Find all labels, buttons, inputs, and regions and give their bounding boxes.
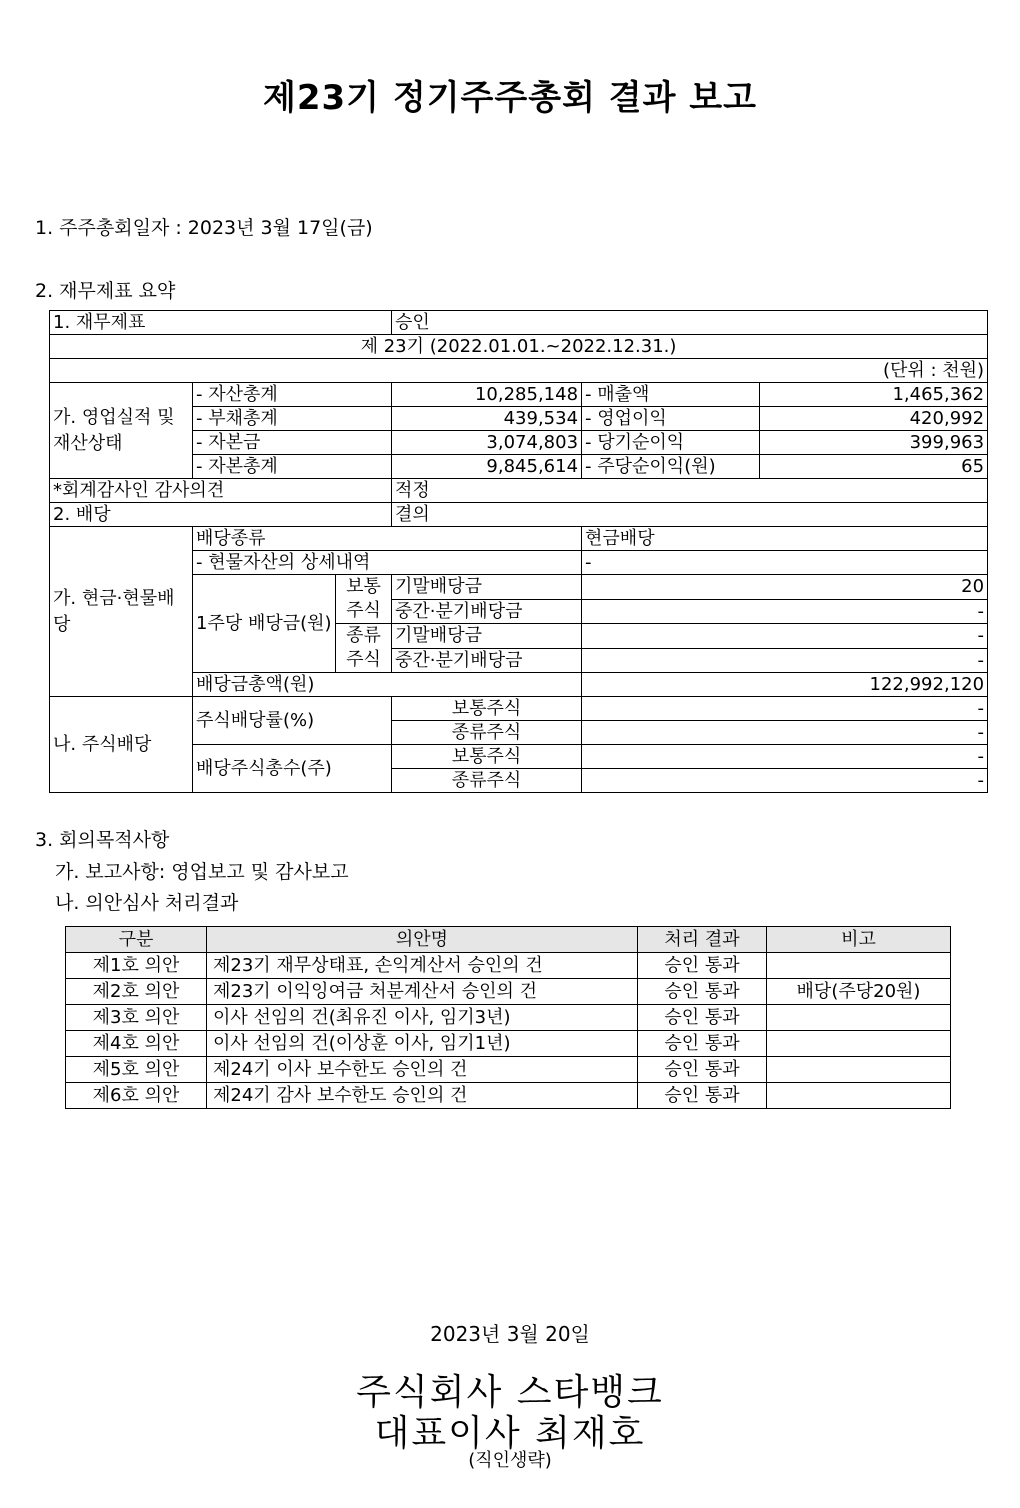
page-title: 제23기 정기주주총회 결과 보고	[263, 78, 757, 118]
pref-stock-label: 종류주식	[392, 721, 582, 745]
fin-row-value: 65	[760, 455, 988, 479]
inkind-label: - 현물자산의 상세내역	[193, 551, 582, 575]
agenda-title: 제23기 재무상태표, 손익계산서 승인의 건	[207, 953, 638, 979]
agenda-title: 제23기 이익잉여금 처분계산서 승인의 건	[207, 979, 638, 1005]
agenda-result: 승인 통과	[638, 1005, 767, 1031]
fin-row-label: - 매출액	[582, 383, 760, 407]
agenda-result: 승인 통과	[638, 1083, 767, 1109]
table-row	[66, 1057, 951, 1083]
agenda-header: 구분	[66, 927, 207, 953]
fin-row-value: 399,963	[760, 431, 988, 455]
fin-row-label: - 자본총계	[193, 455, 392, 479]
meeting-date: 1. 주주총회일자 : 2023년 3월 17일(금)	[35, 217, 373, 239]
agenda-title: 제24기 이사 보수한도 승인의 건	[207, 1057, 638, 1083]
cash-dividend-label: 가. 현금·현물배당	[50, 527, 193, 697]
financial-summary-table	[49, 310, 988, 793]
ceo-name: 대표이사 최재호	[374, 1413, 646, 1454]
pref-share-label: 종류주식	[336, 624, 392, 673]
total-dividend-value: 122,992,120	[582, 673, 988, 697]
stock-rate-common: -	[582, 697, 988, 721]
meeting-agenda-heading: 3. 회의목적사항	[35, 829, 170, 851]
per-share-label: 1주당 배당금(원)	[193, 575, 336, 673]
fin-row-label: - 자산총계	[193, 383, 392, 407]
yearend-label: 기말배당금	[392, 575, 582, 600]
dividend-label: 2. 배당	[50, 503, 392, 527]
agenda-title: 이사 선임의 건(이상훈 이사, 임기1년)	[207, 1031, 638, 1057]
agenda-header: 비고	[767, 927, 951, 953]
fin-statement-label: 1. 재무제표	[50, 311, 392, 335]
agenda-result: 승인 통과	[638, 953, 767, 979]
pref-stock-label: 종류주식	[392, 769, 582, 793]
report-date: 2023년 3월 20일	[430, 1322, 590, 1346]
agenda-result: 승인 통과	[638, 1031, 767, 1057]
agenda-no: 제3호 의안	[66, 1005, 207, 1031]
audit-value: 적정	[392, 479, 988, 503]
period: 제 23기 (2022.01.01.~2022.12.31.)	[50, 335, 988, 359]
audit-label: *회계감사인 감사의견	[50, 479, 392, 503]
agenda-header: 처리 결과	[638, 927, 767, 953]
common-interim-value: -	[582, 599, 988, 624]
table-row	[66, 1005, 951, 1031]
common-stock-label: 보통주식	[392, 697, 582, 721]
agenda-result: 승인 통과	[638, 979, 767, 1005]
fin-row-label: - 부채총계	[193, 407, 392, 431]
div-type-label: 배당종류	[193, 527, 582, 551]
agenda-no: 제5호 의안	[66, 1057, 207, 1083]
agenda-note: 배당(주당20원)	[767, 979, 951, 1005]
yearend-label: 기말배당금	[392, 624, 582, 649]
seal-note: (직인생략)	[468, 1450, 552, 1471]
stock-rate-label: 주식배당률(%)	[193, 697, 392, 745]
stock-rate-pref: -	[582, 721, 988, 745]
div-type-value: 현금배당	[582, 527, 988, 551]
fin-row-value: 1,465,362	[760, 383, 988, 407]
table-row	[66, 979, 951, 1005]
financial-summary-heading: 2. 재무제표 요약	[35, 280, 176, 302]
stock-dividend-label: 나. 주식배당	[50, 697, 193, 793]
agenda-no: 제6호 의안	[66, 1083, 207, 1109]
common-share-label: 보통주식	[336, 575, 392, 624]
common-stock-label: 보통주식	[392, 745, 582, 769]
total-dividend-label: 배당금총액(원)	[193, 673, 582, 697]
agenda-no: 제2호 의안	[66, 979, 207, 1005]
table-row	[66, 953, 951, 979]
stock-total-pref: -	[582, 769, 988, 793]
interim-label: 중간·분기배당금	[392, 599, 582, 624]
fin-row-value: 3,074,803	[392, 431, 582, 455]
agenda-no: 제1호 의안	[66, 953, 207, 979]
fin-statement-value: 승인	[392, 311, 988, 335]
fin-row-label: - 당기순이익	[582, 431, 760, 455]
pref-yearend-value: -	[582, 624, 988, 649]
fin-row-label: - 영업이익	[582, 407, 760, 431]
report-items: 가. 보고사항: 영업보고 및 감사보고	[55, 861, 349, 883]
fin-row-value: 439,534	[392, 407, 582, 431]
agenda-note	[767, 1031, 951, 1057]
agenda-table	[65, 926, 951, 1109]
fin-row-value: 420,992	[760, 407, 988, 431]
table-row	[66, 1083, 951, 1109]
unit: (단위 : 천원)	[50, 359, 988, 383]
agenda-result: 승인 통과	[638, 1057, 767, 1083]
agenda-title: 이사 선임의 건(최유진 이사, 임기3년)	[207, 1005, 638, 1031]
perf-label: 가. 영업실적 및 재산상태	[50, 383, 193, 479]
agenda-no: 제4호 의안	[66, 1031, 207, 1057]
agenda-title: 제24기 감사 보수한도 승인의 건	[207, 1083, 638, 1109]
stock-total-common: -	[582, 745, 988, 769]
fin-row-value: 9,845,614	[392, 455, 582, 479]
stock-total-label: 배당주식총수(주)	[193, 745, 392, 793]
fin-row-value: 10,285,148	[392, 383, 582, 407]
dividend-value: 결의	[392, 503, 988, 527]
company-name: 주식회사 스타뱅크	[356, 1372, 664, 1413]
agenda-results-heading: 나. 의안심사 처리결과	[55, 892, 239, 914]
inkind-value: -	[582, 551, 988, 575]
fin-row-label: - 자본금	[193, 431, 392, 455]
interim-label: 중간·분기배당금	[392, 648, 582, 673]
pref-interim-value: -	[582, 648, 988, 673]
common-yearend-value: 20	[582, 575, 988, 600]
agenda-note	[767, 1083, 951, 1109]
agenda-note	[767, 1005, 951, 1031]
agenda-header: 의안명	[207, 927, 638, 953]
agenda-note	[767, 953, 951, 979]
table-row	[66, 1031, 951, 1057]
fin-row-label: - 주당순이익(원)	[582, 455, 760, 479]
agenda-note	[767, 1057, 951, 1083]
